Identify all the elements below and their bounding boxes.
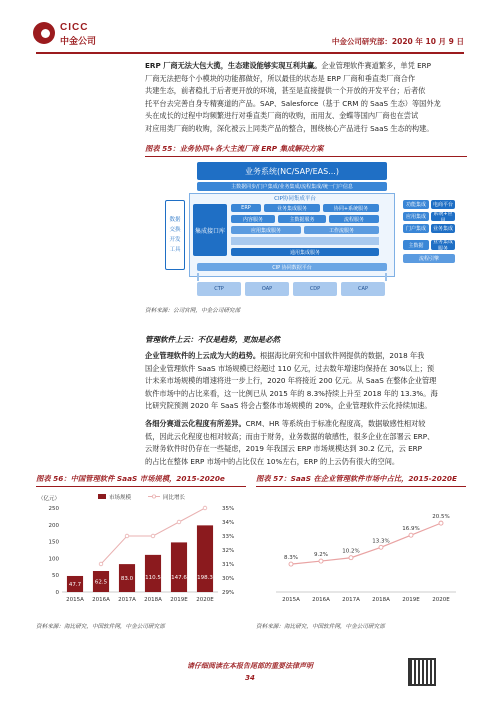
y-axis-unit: （亿元） <box>38 496 61 502</box>
intro-line: 头在成长的过程中均频繁进行对垂直类厂商的收购，而用友、金蝶等国内厂商也在尝试 <box>145 111 419 121</box>
x-tick-label: 2019E <box>402 597 420 603</box>
section2-paragraph-1: 企业管理软件的上云成为大的趋势。根据海比研究和中国软件网提供的数据，2018 年我 国企业管理软件 SaaS 市场规模已经超过 110 亿元，过去数年增速均保持在 30%以上；预 计未来市场规模的增速将进一步上行，2020 年将接近 200 亿元。从 SaaS 在整体企业管理 软件市场中的占比来看，这一比例已从 2015 年的 8.3%持续上升至 2018 年的 13.3%。海 比研究院预测 2020 年 SaaS 将会占整体市场规模的 20%，企业管理软件云化持续加速。 <box>145 350 467 413</box>
intro-lead: ERP 厂商无法大包大揽，生态建设能够实现互利共赢。 <box>145 61 322 70</box>
bar-value-label: 147.6 <box>171 575 187 581</box>
intro-line: 企业管理软件赛道繁多，单凭 ERP <box>321 61 431 70</box>
growth-point <box>177 520 181 524</box>
growth-point <box>203 506 207 510</box>
top-system-bar: 业务系统(NC/SAP/EAS...) <box>197 162 387 180</box>
y2-tick-label: 30% <box>222 576 235 582</box>
general-integration-bar: 通用集成服务 <box>231 248 379 256</box>
right-box: 流程引擎 <box>403 254 455 263</box>
right-box: 电商平台 <box>432 202 453 208</box>
data-label: 20.5% <box>432 514 450 521</box>
sub-integration-bar: 主数据同步/门户集成/业务集成/流程集成/统一门户信息 <box>197 182 387 191</box>
bar-value-label: 62.5 <box>94 579 108 586</box>
y2-tick-label: 31% <box>222 562 235 568</box>
bar-value-label: 110.5 <box>145 575 161 581</box>
p2-line: 云财务软件时仍存在一些疑虑，2019 年我国云 ERP 市场规模达到 30.2 亿元，云 ERP <box>145 444 422 454</box>
y-tick-label: 0 <box>55 590 59 596</box>
logo-cn: 中金公司 <box>60 37 97 47</box>
figure-56 <box>36 472 246 632</box>
page-number: 34 <box>245 674 255 682</box>
x-tick-label: 2020E <box>432 597 450 603</box>
data-label: 16.9% <box>402 526 420 533</box>
figure-57-source: 资料来源：海比研究，中国软件网，中金公司研究部 <box>256 624 385 630</box>
section-heading: 管理软件上云：不仅是趋势，更加是必然 <box>145 335 280 344</box>
grid-cell: 主数据服务 <box>278 215 326 223</box>
x-tick-label: 2019E <box>170 597 188 603</box>
figure-55-title-rule <box>145 156 467 157</box>
legend-label: 同比增长 <box>163 495 186 501</box>
connector-arrows <box>197 273 387 281</box>
legend-swatch-bar <box>98 494 106 499</box>
bottom-box: CTP <box>197 282 241 296</box>
right-box: 门户集成 <box>403 224 429 233</box>
y-tick-label: 150 <box>48 539 59 546</box>
share-point <box>349 556 353 560</box>
intro-paragraph <box>145 60 467 136</box>
legend-swatch-point <box>152 495 155 498</box>
growth-point <box>99 562 103 566</box>
platform-title: CIP协同集成平台 <box>274 195 316 202</box>
p2-line: 的占比在整体 ERP 市场中的占比仅在 10%左右，ERP 的上云仍有很大的空间。 <box>145 456 400 466</box>
x-tick-label: 2020E <box>196 597 214 603</box>
y2-tick-label: 32% <box>222 548 235 554</box>
y2-tick-label: 33% <box>222 534 235 540</box>
x-tick-label: 2015A <box>282 597 300 603</box>
grid-cell: 工作流服务 <box>304 226 379 234</box>
grid-cell: 应用集成服务 <box>231 226 301 234</box>
bar <box>145 555 161 592</box>
y-tick-label: 200 <box>48 522 59 529</box>
right-box: 应用集成 <box>403 212 429 221</box>
figure-56-source: 资料来源：海比研究，中国软件网，中金公司研究部 <box>36 624 165 630</box>
left-stack: 数据交换开发工具 <box>165 200 185 270</box>
x-tick-label: 2018A <box>372 597 390 603</box>
figure-57-title: 图表 57：SaaS 在企业管理软件市场中占比，2015-2020E <box>256 474 457 483</box>
intro-line: 厂商无法把每个小模块的功能都做好，所以最佳的状态是 ERP 厂商和垂直类厂商合作 <box>145 73 416 83</box>
y-tick-label: 50 <box>52 573 59 580</box>
x-tick-label: 2017A <box>342 597 360 603</box>
p1-line: 计未来市场规模的增速将进一步上行，2020 年将接近 200 亿元。从 SaaS 在整体企业管理 <box>145 376 437 386</box>
intro-line: 共建生态，前者稳扎于后者更开放的环境，甚至是直接提供一个开放的开发平台；后者依 <box>145 86 426 96</box>
grid-cell: 协同+系统服务 <box>323 204 379 212</box>
saas-market-size-chart <box>36 488 246 618</box>
bar-value-label: 83.0 <box>120 576 134 583</box>
grid-filler <box>231 237 379 245</box>
bar-value-label: 198.3 <box>197 575 213 581</box>
integration-diagram <box>165 162 455 302</box>
data-label: 13.3% <box>372 538 390 545</box>
p1-line: 软件市场中的占比来看，这一比例已从 2015 年的 8.3%持续上升至 2018 年的 13.3%。海 <box>145 388 438 398</box>
right-box: 业务集成 <box>432 226 453 232</box>
bottom-box: CAP <box>341 282 385 296</box>
y2-tick-label: 29% <box>222 590 235 596</box>
right-box: 系统+应用 <box>431 212 455 221</box>
share-point <box>409 533 413 537</box>
grid-cell: ERP <box>231 204 261 212</box>
data-label: 8.3% <box>284 555 298 562</box>
share-point <box>289 562 293 566</box>
bar-value-label: 47.7 <box>68 581 82 588</box>
x-tick-label: 2015A <box>66 597 84 603</box>
right-box: 业务集成服务 <box>432 239 453 252</box>
figure-56-title-rule <box>36 486 246 487</box>
share-point <box>379 545 383 549</box>
p1-line: 国企业管理软件 SaaS 市场规模已经超过 110 亿元，过去数年增速均保持在 30%以上；预 <box>145 363 435 373</box>
figure-55 <box>145 142 467 317</box>
p1-line: 比研究院预测 2020 年 SaaS 将会占整体市场规模的 20%，企业管理软件云化持续加速。 <box>145 401 432 411</box>
data-label: 10.2% <box>342 548 360 555</box>
legend-label: 市场规模 <box>109 495 132 501</box>
intro-line: 托平台去完善自身专精赛道的产品。SAP、Salesforce（基于 CRM 的 SaaS 生态）等国外龙 <box>145 98 441 108</box>
x-tick-label: 2016A <box>92 597 110 603</box>
share-point <box>439 521 443 525</box>
intro-line: 对应用类厂商的收购，深化被云上同类产品的整合，围绕核心产品进行 SaaS 生态的构建。 <box>145 123 434 133</box>
y-tick-label: 250 <box>48 506 59 512</box>
bottom-box: CDP <box>293 282 337 296</box>
saas-share-chart <box>256 488 466 618</box>
grid-cell: 业务集成服务 <box>264 204 320 212</box>
y-tick-label: 100 <box>48 556 59 563</box>
figure-56-title: 图表 56：中国管理软件 SaaS 市场规模，2015-2020e <box>36 474 225 483</box>
header-rule <box>36 52 464 54</box>
x-tick-label: 2018A <box>144 597 162 603</box>
y2-tick-label: 35% <box>222 506 235 512</box>
x-tick-label: 2017A <box>118 597 136 603</box>
footer-disclaimer: 请仔细阅读在本报告尾部的重要法律声明 <box>187 662 313 670</box>
bottom-box: OAP <box>245 282 289 296</box>
p1-lead: 企业管理软件的上云成为大的趋势。 <box>145 351 261 360</box>
interface-library: 集成接口库 <box>193 204 227 256</box>
header-date: 中金公司研究部：2020 年 10 月 9 日 <box>331 37 464 46</box>
x-tick-label: 2016A <box>312 597 330 603</box>
cloud-data-bar: CIP 协同数据平台 <box>197 263 387 271</box>
grid-cell: 内容服务 <box>231 215 275 223</box>
qr-code-icon <box>408 658 436 686</box>
logo-icon <box>33 22 55 44</box>
growth-point <box>151 534 155 538</box>
figure-55-source: 资料来源：公司官网，中金公司研究部 <box>145 308 241 314</box>
logo-en: CICC <box>60 22 89 33</box>
section2-paragraph-2: 各细分赛道云化程度有所差异。CRM、HR 等系统由于标准化程度高，数据敏感性相对较 低，因此云化程度也相对较高；而由于财务，业务数据的敏感性，很多企业在部署云 ERP、 云财务软件时仍存在一些疑虑，2019 年我国云 ERP 市场规模达到 30.2 亿元，云 ERP 的占比在整体 ERP 市场中的占比仅在 10%左右，ERP 的上云仍有很大的空间。 <box>145 418 467 468</box>
header <box>0 0 500 60</box>
figure-55-title: 图表 55：业务协同+各大主流厂商 ERP 集成解决方案 <box>145 144 324 153</box>
bar <box>197 525 213 592</box>
y2-tick-label: 34% <box>222 520 235 526</box>
growth-point <box>125 534 129 538</box>
right-box: 主数据 <box>403 240 429 250</box>
right-box: 功能集成 <box>403 200 429 209</box>
share-point <box>319 559 323 563</box>
figure-57 <box>256 472 466 632</box>
bar <box>171 542 187 592</box>
figure-57-title-rule <box>256 486 466 487</box>
grid-cell: 流程服务 <box>329 215 379 223</box>
p2-line: 低，因此云化程度也相对较高；而由于财务，业务数据的敏感性，很多企业在部署云 ERP、 <box>145 431 435 441</box>
data-label: 9.2% <box>314 552 328 559</box>
p2-lead: 各细分赛道云化程度有所差异。 <box>145 419 246 428</box>
